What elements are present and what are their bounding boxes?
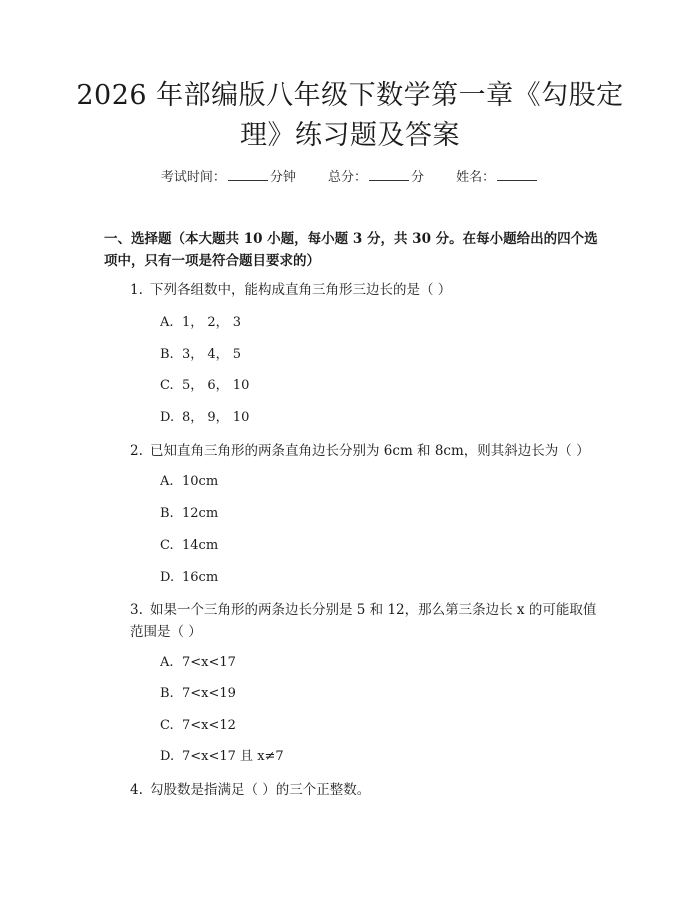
option-text: 16cm bbox=[182, 570, 219, 585]
option-letter: B. bbox=[160, 506, 174, 521]
name-label: 姓名： bbox=[456, 170, 496, 185]
total-score-field bbox=[328, 168, 424, 188]
option-letter: D. bbox=[160, 410, 175, 425]
question-1-option-d bbox=[160, 408, 249, 428]
option-letter: B. bbox=[160, 686, 174, 701]
question-1 bbox=[130, 279, 600, 301]
option-letter: A. bbox=[160, 474, 174, 489]
total-score-label: 总分： bbox=[327, 170, 367, 185]
section-heading: 一、选择题（本大题共 10 小题，每小题 3 分，共 30 分。在每小题给出的四个选项中，只有一项是符合题目要求的） bbox=[104, 231, 598, 269]
option-text: 8， 9， 10 bbox=[182, 410, 250, 425]
question-3-option-d bbox=[160, 747, 284, 767]
exam-meta bbox=[0, 168, 700, 188]
total-score-blank bbox=[369, 168, 409, 181]
option-letter: A. bbox=[160, 315, 174, 330]
option-letter: C. bbox=[160, 538, 174, 553]
question-1-option-b bbox=[160, 345, 241, 365]
option-letter: C. bbox=[160, 378, 174, 393]
question-3 bbox=[130, 599, 600, 643]
name-field bbox=[456, 168, 539, 188]
option-text: 5， 6， 10 bbox=[182, 378, 250, 393]
option-text: 1， 2， 3 bbox=[182, 315, 242, 330]
page-title bbox=[70, 76, 630, 156]
question-text: 下列各组数中，能构成直角三角形三边长的是（ ） bbox=[150, 282, 452, 298]
option-text: 12cm bbox=[182, 506, 219, 521]
exam-time-blank bbox=[228, 168, 268, 181]
question-number: 3. bbox=[130, 602, 143, 618]
question-2-option-d bbox=[160, 568, 218, 588]
question-1-option-a bbox=[160, 313, 241, 333]
question-text: 已知直角三角形的两条直角边长分别为 6cm 和 8cm，则其斜边长为（ ） bbox=[150, 443, 590, 459]
total-score-unit: 分 bbox=[411, 170, 425, 185]
question-3-option-b bbox=[160, 684, 236, 704]
option-text: 7<x<17 且 x≠7 bbox=[182, 749, 284, 764]
question-text: 勾股数是指满足（ ）的三个正整数。 bbox=[150, 782, 371, 798]
name-blank bbox=[497, 168, 537, 181]
question-number: 1. bbox=[130, 282, 143, 298]
option-letter: C. bbox=[160, 718, 174, 733]
option-text: 7<x<19 bbox=[182, 686, 236, 701]
question-2 bbox=[130, 440, 600, 462]
option-letter: A. bbox=[160, 655, 174, 670]
option-text: 7<x<17 bbox=[182, 655, 236, 670]
option-text: 7<x<12 bbox=[182, 718, 236, 733]
question-number: 2. bbox=[130, 443, 143, 459]
exam-time-unit: 分钟 bbox=[269, 170, 296, 185]
question-text: 如果一个三角形的两条边长分别是 5 和 12，那么第三条边长 x 的可能取值范围是（ ） bbox=[130, 602, 597, 640]
question-1-option-c bbox=[160, 376, 249, 396]
option-letter: D. bbox=[160, 749, 175, 764]
question-4 bbox=[130, 779, 600, 801]
exam-time-label: 考试时间： bbox=[160, 170, 226, 185]
option-text: 14cm bbox=[182, 538, 219, 553]
question-3-option-c bbox=[160, 716, 236, 736]
question-3-option-a bbox=[160, 653, 236, 673]
question-2-option-b bbox=[160, 504, 218, 524]
question-2-option-a bbox=[160, 472, 218, 492]
title-line-1: 2026 年部编版八年级下数学第一章《勾股定 bbox=[76, 80, 624, 111]
option-letter: D. bbox=[160, 570, 175, 585]
option-letter: B. bbox=[160, 347, 174, 362]
question-2-option-c bbox=[160, 536, 218, 556]
exam-time-field bbox=[161, 168, 296, 188]
option-text: 10cm bbox=[182, 474, 219, 489]
question-number: 4. bbox=[130, 782, 143, 798]
option-text: 3， 4， 5 bbox=[182, 347, 242, 362]
title-line-2: 理》练习题及答案 bbox=[240, 120, 460, 151]
